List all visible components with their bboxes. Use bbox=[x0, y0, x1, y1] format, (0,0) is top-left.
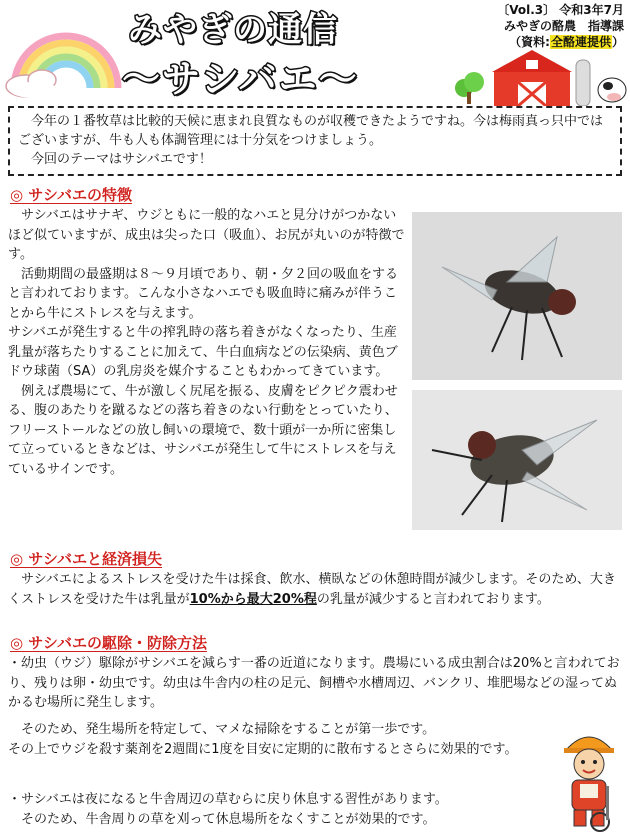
rainbow-cloud-icon bbox=[4, 10, 124, 100]
fly-photo-2 bbox=[412, 390, 622, 530]
control-p3b: そのため、牛舎周りの草を刈って休息場所をなくすことが効果的です。 bbox=[21, 811, 436, 827]
fly-photo-1 bbox=[412, 212, 622, 380]
section-loss-title: ◎ サシバエと経済損失 bbox=[10, 550, 162, 568]
section-features-body bbox=[8, 206, 406, 479]
control-p3a: ・サシバエは夜になると牛舎周辺の草むらに戻り休息する習性があります。 bbox=[8, 792, 448, 807]
fly-photo-2-image bbox=[412, 390, 622, 530]
source-credit: （資料:全酪連提供） bbox=[509, 35, 624, 49]
vol-number: 〔Vol.3〕 bbox=[497, 3, 556, 17]
issue-info bbox=[497, 2, 624, 50]
department: みやぎの酪農 指導課 bbox=[503, 19, 624, 33]
features-p3: サシバエが発生すると牛の搾乳時の落ち着きがなくなったり、生産乳量が落ちたりすることに加えて、牛白血病などの伝染病、黄色ブドウ球菌（SA）の乳房炎を媒介することもわかってきています。 bbox=[8, 325, 398, 379]
control-p2b: その上でウジを殺す薬剤を2週間に1度を目安に定期的に散布するとさらに効果的です。 bbox=[8, 741, 518, 757]
loss-text-before: サシバエによるストレスを受けた牛は採食、飲水、横臥などの休憩時間が減少します。そのため、大きくストレスを受けた牛は乳量が bbox=[8, 572, 616, 607]
intro-theme: 今回のテーマはサシバエです！ bbox=[31, 152, 212, 167]
source-name: 全酪連提供 bbox=[550, 35, 611, 49]
section-control-body-2 bbox=[8, 720, 554, 759]
section-control-title: ◎ サシバエの駆除・防除方法 bbox=[10, 634, 207, 652]
features-p2: 活動期間の最盛期は８〜９月頃であり、朝・夕２回の吸血をすると言われております。こんな小さなハエでも吸血時に痛みが伴うことから牛にストレスを与えます。 bbox=[8, 266, 399, 321]
section-loss-body bbox=[8, 570, 622, 609]
control-p1: ・幼虫（ウジ）駆除がサシバエを減らす一番の近道になります。農場にいる成虫割合は20%と言われており、残りは卵・幼虫です。幼虫は牛舎内の柱の足元、飼槽や水槽周辺、バンクリ、堆肥場などの湿ってぬかるむ場所に発生します。 bbox=[8, 656, 620, 710]
section-control-body-3 bbox=[8, 790, 554, 829]
control-p2a: そのため、発生場所を特定して、マメな掃除をすることが第一歩です。 bbox=[21, 722, 436, 737]
section-features-title: ◎ サシバエの特徴 bbox=[10, 186, 132, 204]
intro-text: 今年の１番牧草は比較的天候に恵まれ良質なものが収穫できたようですね。今は梅雨真っ只中ではございますが、牛も人も体調管理には十分気をつけましょう。 bbox=[18, 114, 604, 148]
header bbox=[0, 0, 630, 106]
features-p1: サシバエはサナギ、ウジともに一般的なハエと見分けがつかないほど似ていますが、成虫は尖った口（吸血）、お尻が丸いのが特徴です。 bbox=[8, 208, 405, 262]
title-main: みやぎの通信 bbox=[128, 10, 338, 50]
loss-percentage: 10%から最大20%程 bbox=[189, 591, 317, 607]
barn-cow-illustration bbox=[452, 50, 628, 106]
issue-date: 令和3年7月 bbox=[559, 3, 624, 17]
farmer-character-icon bbox=[556, 726, 622, 832]
features-p4: 例えば農場にて、牛が激しく尻尾を振る、皮膚をピクピク震わせる、腹のあたりを蹴るなどの落ち着きのない行動をとっていたり、フリーストールなどの放し飼いの環境で、数十頭が一か所に密集して立っているときなどは、サシバエが発生して牛にストレスを与えているサインです。 bbox=[8, 383, 398, 477]
fly-photo-1-image bbox=[412, 212, 622, 380]
section-control-body-1 bbox=[8, 654, 622, 713]
intro-box bbox=[8, 106, 622, 176]
title-sub: 〜サシバエ〜 bbox=[122, 57, 359, 101]
loss-text-after: の乳量が減少すると言われております。 bbox=[316, 591, 550, 607]
